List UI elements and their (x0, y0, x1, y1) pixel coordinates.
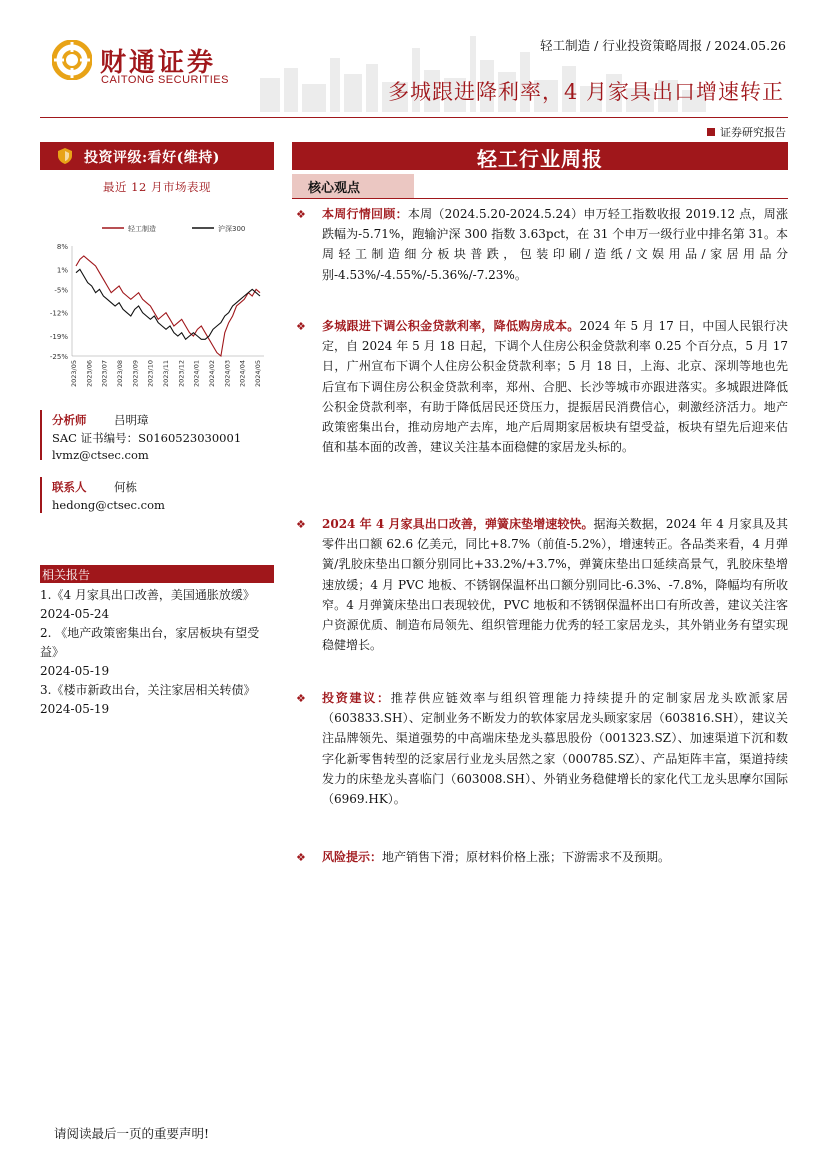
market-review-paragraph: 本周行情回顾：本周（2024.5.20-2024.5.24）申万轻工指数收报 2019.12 点，周涨跌幅为-5.71%，跑输沪深 300 指数 3.63pct，在 31 个申万一级行业中排名第 31。本周轻工制造细分板块普跌，包装印刷/造纸/文娱用品/家居用品分别-4.53%/-4.55%/-5.36%/-7.23%。 (322, 207, 788, 282)
diamond-bullet-icon: ❖ (296, 851, 306, 864)
analyst-email[interactable]: lvmz@ctsec.com (52, 448, 149, 462)
report-type-label: 证券研究报告 (720, 126, 786, 139)
weekly-report-banner: 轻工行业周报 (292, 142, 788, 170)
x-axis (70, 360, 262, 387)
y-tick-label: -5% (54, 286, 68, 295)
rating-bar (40, 142, 274, 170)
risk-warning-paragraph: 风险提示：地产销售下滑；原材料价格上涨；下游需求不及预期。 (322, 850, 671, 864)
shield-icon (58, 148, 72, 164)
chart-legend (102, 224, 245, 233)
related-reports-list (40, 586, 274, 719)
disclaimer-note: 请阅读最后一页的重要声明! (54, 1126, 210, 1141)
x-tick-label: 2023/12 (177, 360, 186, 388)
x-tick-label: 2023/10 (146, 360, 155, 388)
furniture-export-paragraph: 2024 年 4 月家具出口改善，弹簧床垫增速较快。据海关数据，2024 年 4 月家具及其零件出口额 62.6 亿美元，同比+8.7%（前值-5.2%），增速转正。各品类来看，4 月弹簧/乳胶床垫出口额分别同比+33.2%/+3.7%，弹簧床垫出口延续高景气，乳胶床垫增速放缓；4 月 PVC 地板、不锈钢保温杯出口额分别同比-6.3%、-7.8%，降幅均有所收窄。4 月弹簧床垫出口表现较优，PVC 地板和不锈钢保温杯出口有所改善，建议关注客户资源优质、制造布局领先、组织管理能力优秀的轻工家居龙头，其外销业务有望实现稳健增长。 (322, 517, 788, 653)
diamond-bullet-icon: ❖ (296, 320, 306, 333)
related-report-date: 2024-05-19 (40, 702, 110, 716)
analyst-rule (40, 410, 42, 460)
related-reports-header: 相关报告 (40, 565, 274, 583)
x-tick-label: 2023/11 (162, 360, 170, 388)
core-view-divider (292, 198, 788, 199)
sac-number: SAC 证书编号：S0160523030001 (52, 431, 242, 445)
diamond-bullet-icon: ❖ (296, 208, 306, 221)
related-report-date: 2024-05-19 (40, 664, 110, 678)
y-tick-label: 8% (56, 243, 68, 251)
related-report-title[interactable]: 3.《楼市新政出台，关注家居相关转债》 (40, 683, 256, 697)
related-report-title[interactable]: 1.《4 月家具出口改善，美国通胀放缓》 (40, 588, 255, 602)
x-tick-label: 2023/09 (131, 360, 140, 388)
y-axis (50, 243, 264, 361)
related-report-title[interactable]: 2. 《地产政策密集出台，家居板块有望受益》 (40, 626, 260, 659)
x-tick-label: 2024/04 (238, 360, 247, 388)
brand-name-en: CAITONG SECURITIES (101, 74, 229, 86)
legend-label: 轻工制造 (128, 225, 156, 233)
caitong-logo-icon (52, 40, 92, 80)
analyst-name: 吕明璋 (114, 413, 149, 427)
y-tick-label: -12% (49, 309, 68, 318)
report-title: 多城跟进降利率，4 月家具出口增速转正 (387, 80, 784, 104)
chart-lines (76, 256, 260, 356)
related-report-date: 2024-05-24 (40, 607, 110, 621)
contact-email[interactable]: hedong@ctsec.com (52, 498, 165, 512)
x-tick-label: 2023/05 (70, 360, 78, 388)
legend-label: 沪深300 (218, 225, 246, 233)
contact-rule (40, 477, 42, 513)
header-divider (40, 117, 788, 118)
breadcrumb: 轻工制造 / 行业投资策略周报 / 2024.05.26 (540, 38, 786, 53)
housing-fund-paragraph: 多城跟进下调公积金贷款利率，降低购房成本。2024 年 5 月 17 日，中国人民银行决定，自 2024 年 5 月 18 日起，下调个人住房公积金贷款利率 0.25 个百分点，5 月 17 日，广州宣布下调个人住房公积金贷款利率；5 月 18 日，上海、北京、深圳等地也先后宣布下调住房公积金贷款利率，郑州、合肥、长沙等城市亦跟进落实。多城跟进降低公积金贷款利率，有助于降低居民还贷压力，提振居民消费信心，刺激经济活力。地产政策密集出台，推动房地产去库，地产后周期家居板块有望受益，板块有望先后迎来估值和基本面的改善，建议关注基本面稳健的家居龙头标的。 (322, 319, 788, 455)
diamond-bullet-icon: ❖ (296, 692, 306, 705)
y-tick-label: -19% (49, 333, 68, 341)
x-tick-label: 2024/05 (254, 360, 262, 388)
core-view-tab: 核心观点 (292, 174, 414, 198)
y-tick-label: 1% (56, 266, 68, 275)
market-performance-title: 最近 12 月市场表现 (103, 180, 211, 194)
x-tick-label: 2023/08 (116, 360, 124, 388)
contact-label: 联系人 (52, 480, 87, 494)
investment-advice-paragraph: 投资建议：推荐供应链效率与组织管理能力持续提升的定制家居龙头欧派家居（603833.SH）、定制业务不断发力的软体家居龙头顾家家居（603816.SH），建议关注品牌领先、渠道强势的中高端床垫龙头慕思股份（001323.SZ）、加速渠道下沉和数字化新零售转型的泛家居行业龙头居然之家（000785.SZ）、产品矩阵丰富，渠道持续发力的床垫龙头喜临门（603008.SH）、外销业务稳健增长的家化代工龙头思摩尔国际（6969.HK）。 (322, 691, 788, 807)
report-type (707, 124, 786, 140)
investment-rating: 投资评级:看好(维持) (84, 150, 220, 166)
x-tick-label: 2024/02 (208, 360, 216, 388)
x-tick-label: 2024/01 (192, 360, 201, 388)
diamond-bullet-icon: ❖ (296, 518, 306, 531)
brand-name-cn: 财通证券 (100, 48, 217, 78)
x-tick-label: 2023/07 (100, 360, 109, 388)
x-tick-label: 2024/03 (223, 360, 232, 388)
contact-name: 何栋 (114, 480, 137, 494)
square-bullet-icon (707, 128, 715, 136)
performance-chart (40, 206, 270, 398)
y-tick-label: -25% (49, 353, 68, 361)
analyst-label: 分析师 (52, 413, 87, 427)
x-tick-label: 2023/06 (85, 360, 94, 388)
